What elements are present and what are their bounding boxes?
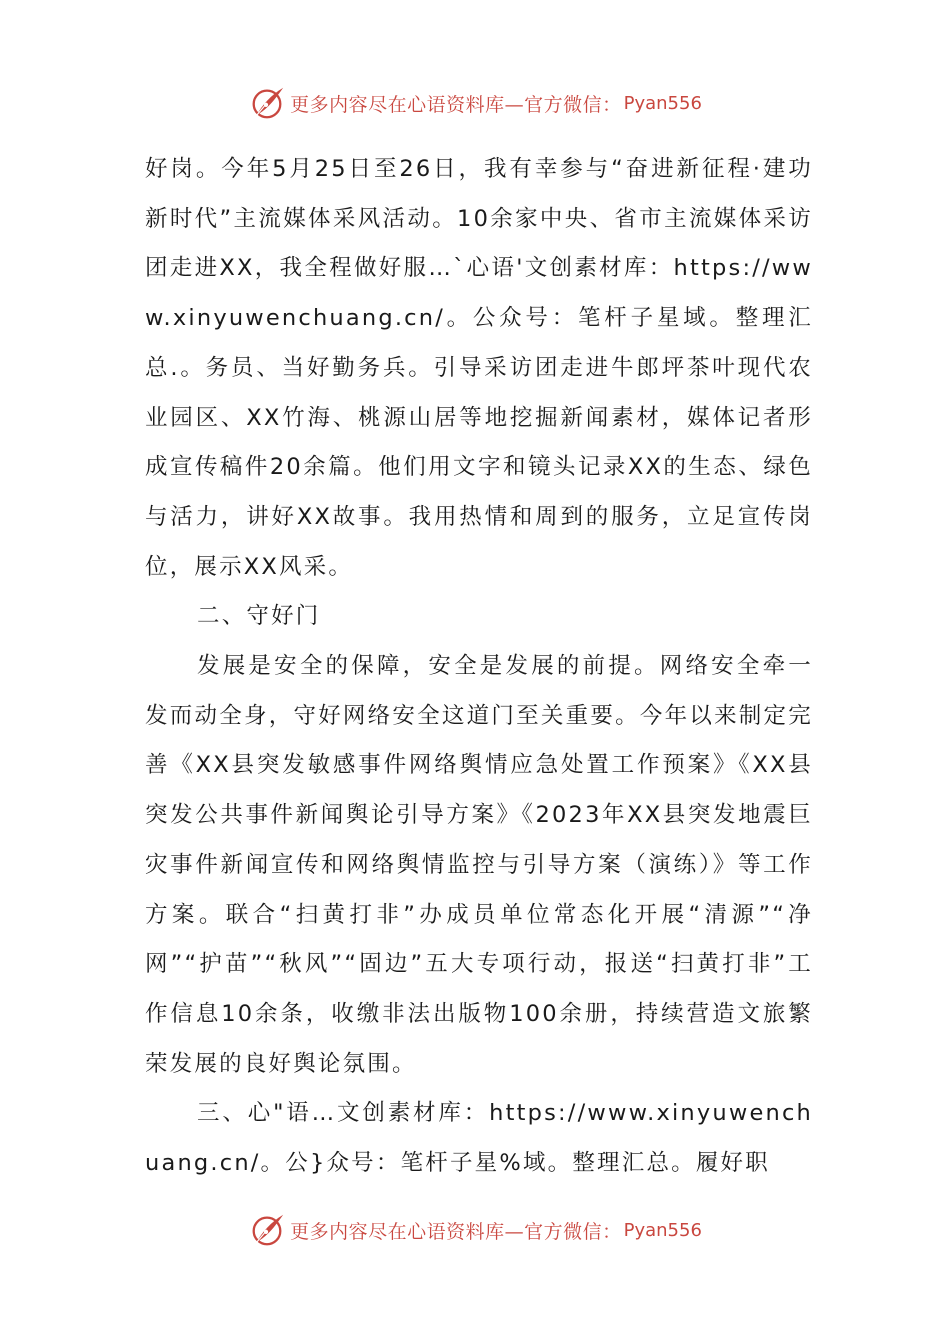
section-heading-2: 二、守好门 xyxy=(197,603,321,630)
quill-pen-logo-icon xyxy=(248,84,286,122)
header-watermark-banner xyxy=(0,83,950,123)
watermark-contact: Pyan556 xyxy=(623,92,702,114)
document-body xyxy=(145,145,813,1189)
paragraph-2: 发展是安全的保障，安全是发展的前提。网络安全牵一发而动全身，守好网络安全这道门至关重要。今年以来制定完善《XX县突发敏感事件网络舆情应急处置工作预案》《XX县突发公共事件新闻舆论引导方案》《2023年XX县突发地震巨灾事件新闻宣传和网络舆情监控与引导方案（演练）》等工作方案。联合“扫黄打非”办成员单位常态化开展“清源”“净网”“护苗”“秋风”“固边”五大专项行动，报送“扫黄打非”工作信息10余条，收缴非法出版物100余册，持续营造文旅繁荣发展的良好舆论氛围。 xyxy=(145,653,813,1077)
quill-pen-logo-icon xyxy=(248,1211,286,1249)
paragraph-1: 好岗。今年5月25日至26日，我有幸参与“奋进新征程·建功新时代”主流媒体采风活动。10余家中央、省市主流媒体采访团走进XX，我全程做好服…`心语'文创素材库：https://www.xinyuwenchuang.cn/。公众号：笔杆子星域。整理汇总.。务员、当好勤务兵。引导采访团走进牛郎坪茶叶现代农业园区、XX竹海、桃源山居等地挖掘新闻素材，媒体记者形成宣传稿件20余篇。他们用文字和镜头记录XX的生态、绿色与活力，讲好XX故事。我用热情和周到的服务，立足宣传岗位，展示XX风采。 xyxy=(145,156,813,580)
section-heading-3: 三、心"语…文创素材库：https://www.xinyuwenchuang.cn/。公}众号：笔杆子星%域。整理汇总。履好职 xyxy=(145,1100,813,1177)
watermark-text: 更多内容尽在心语资料库—官方微信： xyxy=(290,1220,622,1243)
footer-watermark-banner xyxy=(0,1210,950,1250)
watermark-contact: Pyan556 xyxy=(623,1219,702,1241)
watermark-text: 更多内容尽在心语资料库—官方微信： xyxy=(290,93,622,116)
